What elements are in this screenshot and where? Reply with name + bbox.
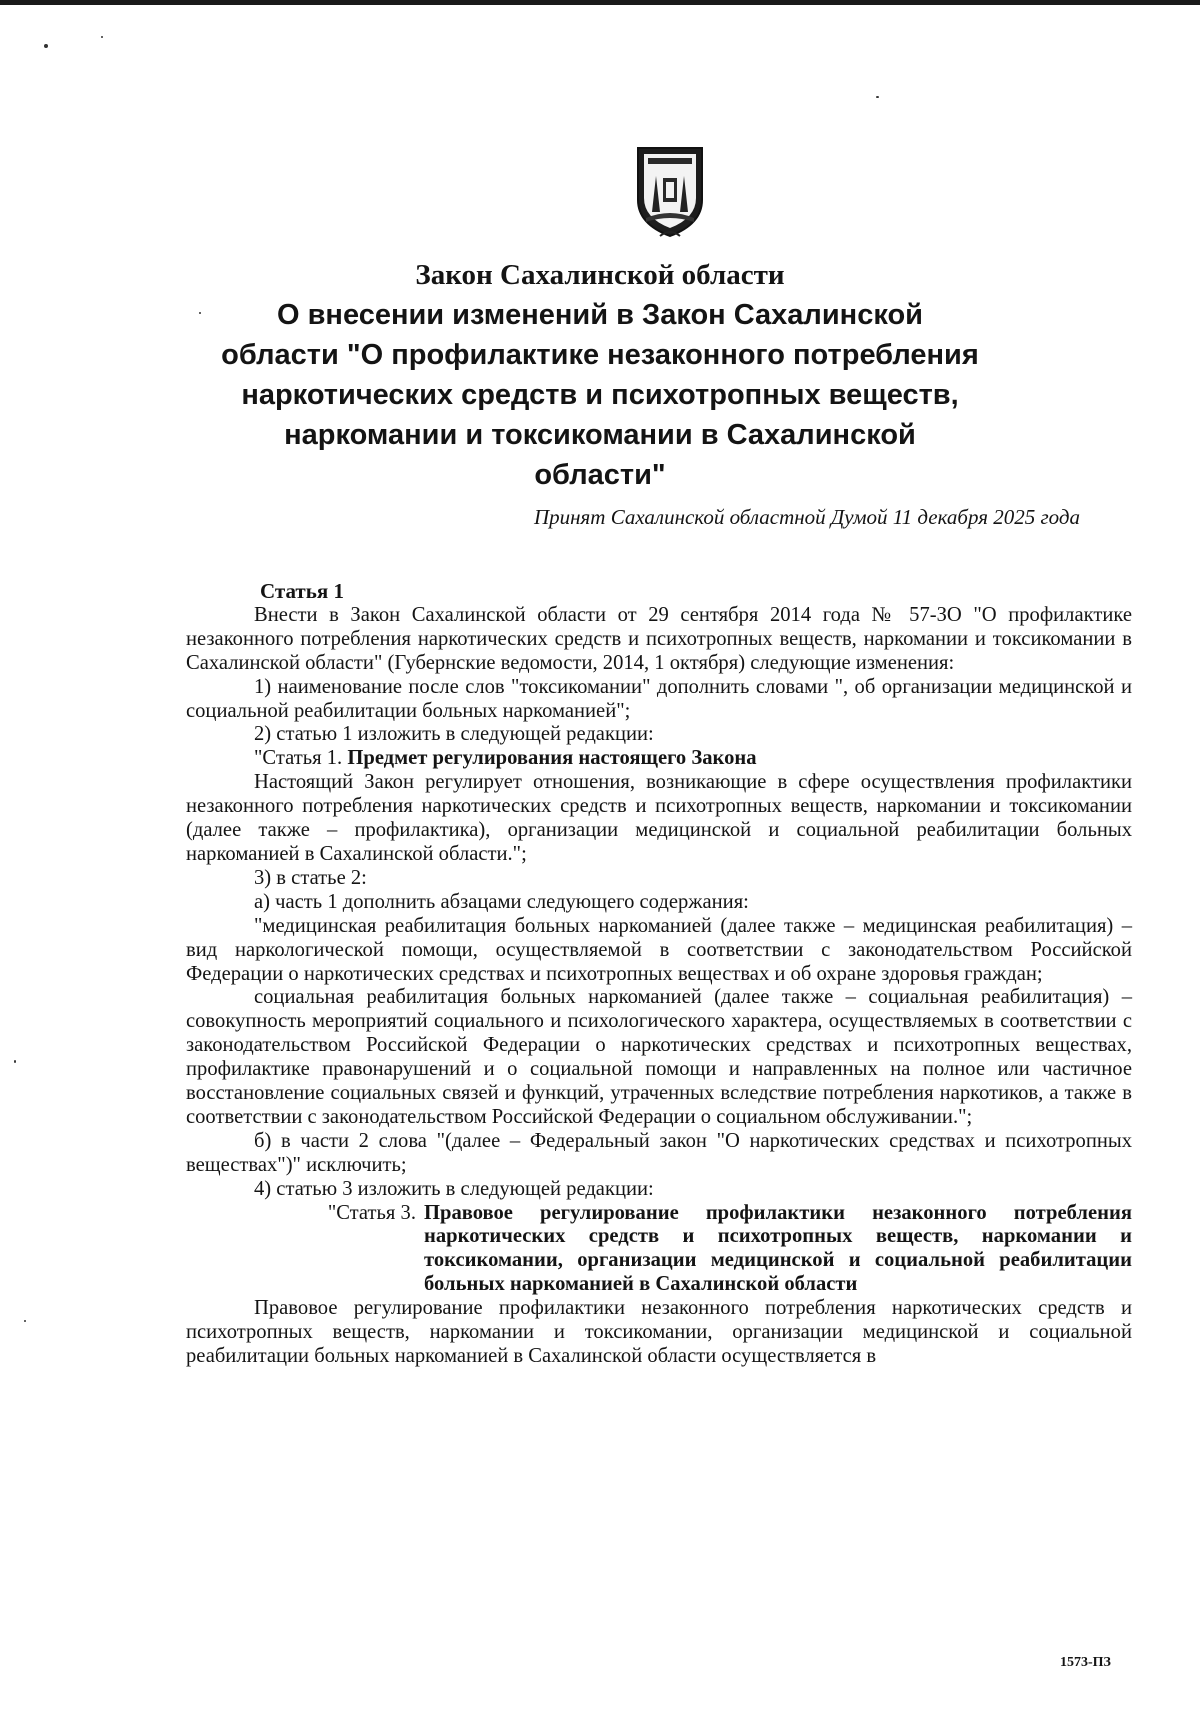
law-title-line: области" bbox=[534, 459, 666, 491]
article-3-heading bbox=[186, 1202, 1132, 1298]
article-3-title: Правовое регулирование профилактики незаконного потребления наркотических средств и психотропных веществ, наркомании и токсикомании, организации медицинской и социальной реабилитации больных наркоманией в Сахалинской области bbox=[424, 1201, 1132, 1296]
paragraph: социальная реабилитация больных наркоманией (далее также – социальная реабилитация) – совокупность мероприятий социального и психологического характера, осуществляемых в соответствии с законодательством Российской Федерации о наркотических средствах и психотропных веществах, профилактике правонарушений и о социальной помощи и направленных на полное или частичное восстановление социальных связей и функций, утраченных вследствие потребления наркотиков, а также в соответствии с законодательством Российской Федерации о социальном обслуживании."; bbox=[186, 986, 1132, 1128]
law-title-line: области "О профилактике незаконного потребления bbox=[221, 339, 979, 371]
law-title-line: О внесении изменений в Закон Сахалинской bbox=[276, 299, 923, 331]
paragraph: Настоящий Закон регулирует отношения, возникающие в сфере осуществления профилактики незаконного потребления наркотических средств и психотропных веществ, наркомании и токсикомании (далее также – профилактика), организации медицинской и социальной реабилитации больных наркоманией в Сахалинской области."; bbox=[186, 771, 1132, 865]
paragraph: Внести в Закон Сахалинской области от 29 сентября 2014 года № 57-ЗО "О профилактике незаконного потребления наркотических средств и психотропных веществ, наркомании и токсикомании в Сахалинской области" (Губернские ведомости, 2014, 1 октября) следующие изменения: bbox=[186, 603, 1132, 674]
article-heading: Статья 1 bbox=[260, 579, 344, 603]
adoption-note: Принят Сахалинской областной Думой 11 декабря 2025 года bbox=[533, 505, 1080, 529]
paragraph: а) часть 1 дополнить абзацами следующего содержания: bbox=[254, 890, 749, 913]
scan-speck bbox=[24, 1320, 26, 1322]
paragraph: 1) наименование после слов "токсикомании" дополнить словами ", об организации медицинской и социальной реабилитации больных наркоманией"; bbox=[186, 675, 1132, 722]
law-name: Закон Сахалинской области bbox=[415, 259, 785, 291]
paragraph: Правовое регулирование профилактики незаконного потребления наркотических средств и психотропных веществ, наркомании и токсикомании, организации медицинской и социальной реабилитации больных наркоманией в Сахалинской области осуществляется в bbox=[186, 1297, 1132, 1367]
scan-top-border bbox=[0, 0, 1200, 5]
document-code: 1573-ПЗ bbox=[1060, 1655, 1111, 1670]
title-block bbox=[150, 255, 1050, 495]
paragraph: б) в части 2 слова "(далее – Федеральный закон "О наркотических средствах и психотропных веществах")" исключить; bbox=[186, 1129, 1132, 1176]
article-1-title: Предмет регулирования настоящего Закона bbox=[347, 747, 757, 770]
paragraph: 2) статью 1 изложить в следующей редакции: bbox=[254, 723, 654, 746]
article-1-heading bbox=[186, 747, 1132, 771]
law-title-line: наркомании и токсикомании в Сахалинской bbox=[284, 419, 916, 451]
paragraph: "медицинская реабилитация больных наркоманией (далее также – медицинская реабилитация) – вид наркологической помощи, осуществляемой в соответствии с законодательством Российской Федерации о наркотических средствах и психотропных веществах и об охране здоровья граждан; bbox=[186, 914, 1132, 985]
law-title-line: наркотических средств и психотропных веществ, bbox=[241, 379, 959, 411]
document-body bbox=[186, 580, 1132, 1369]
article-1-prefix: "Статья 1. bbox=[254, 747, 348, 770]
paragraph: 4) статью 3 изложить в следующей редакции: bbox=[254, 1177, 654, 1200]
paragraph: 3) в статье 2: bbox=[254, 866, 367, 889]
scan-speck bbox=[101, 36, 103, 38]
scan-speck bbox=[14, 1060, 16, 1063]
scan-speck bbox=[876, 96, 879, 98]
sakhalin-coat-of-arms-icon bbox=[630, 142, 710, 238]
article-3-prefix: "Статья 3. bbox=[327, 1201, 416, 1224]
scan-speck bbox=[44, 44, 48, 48]
